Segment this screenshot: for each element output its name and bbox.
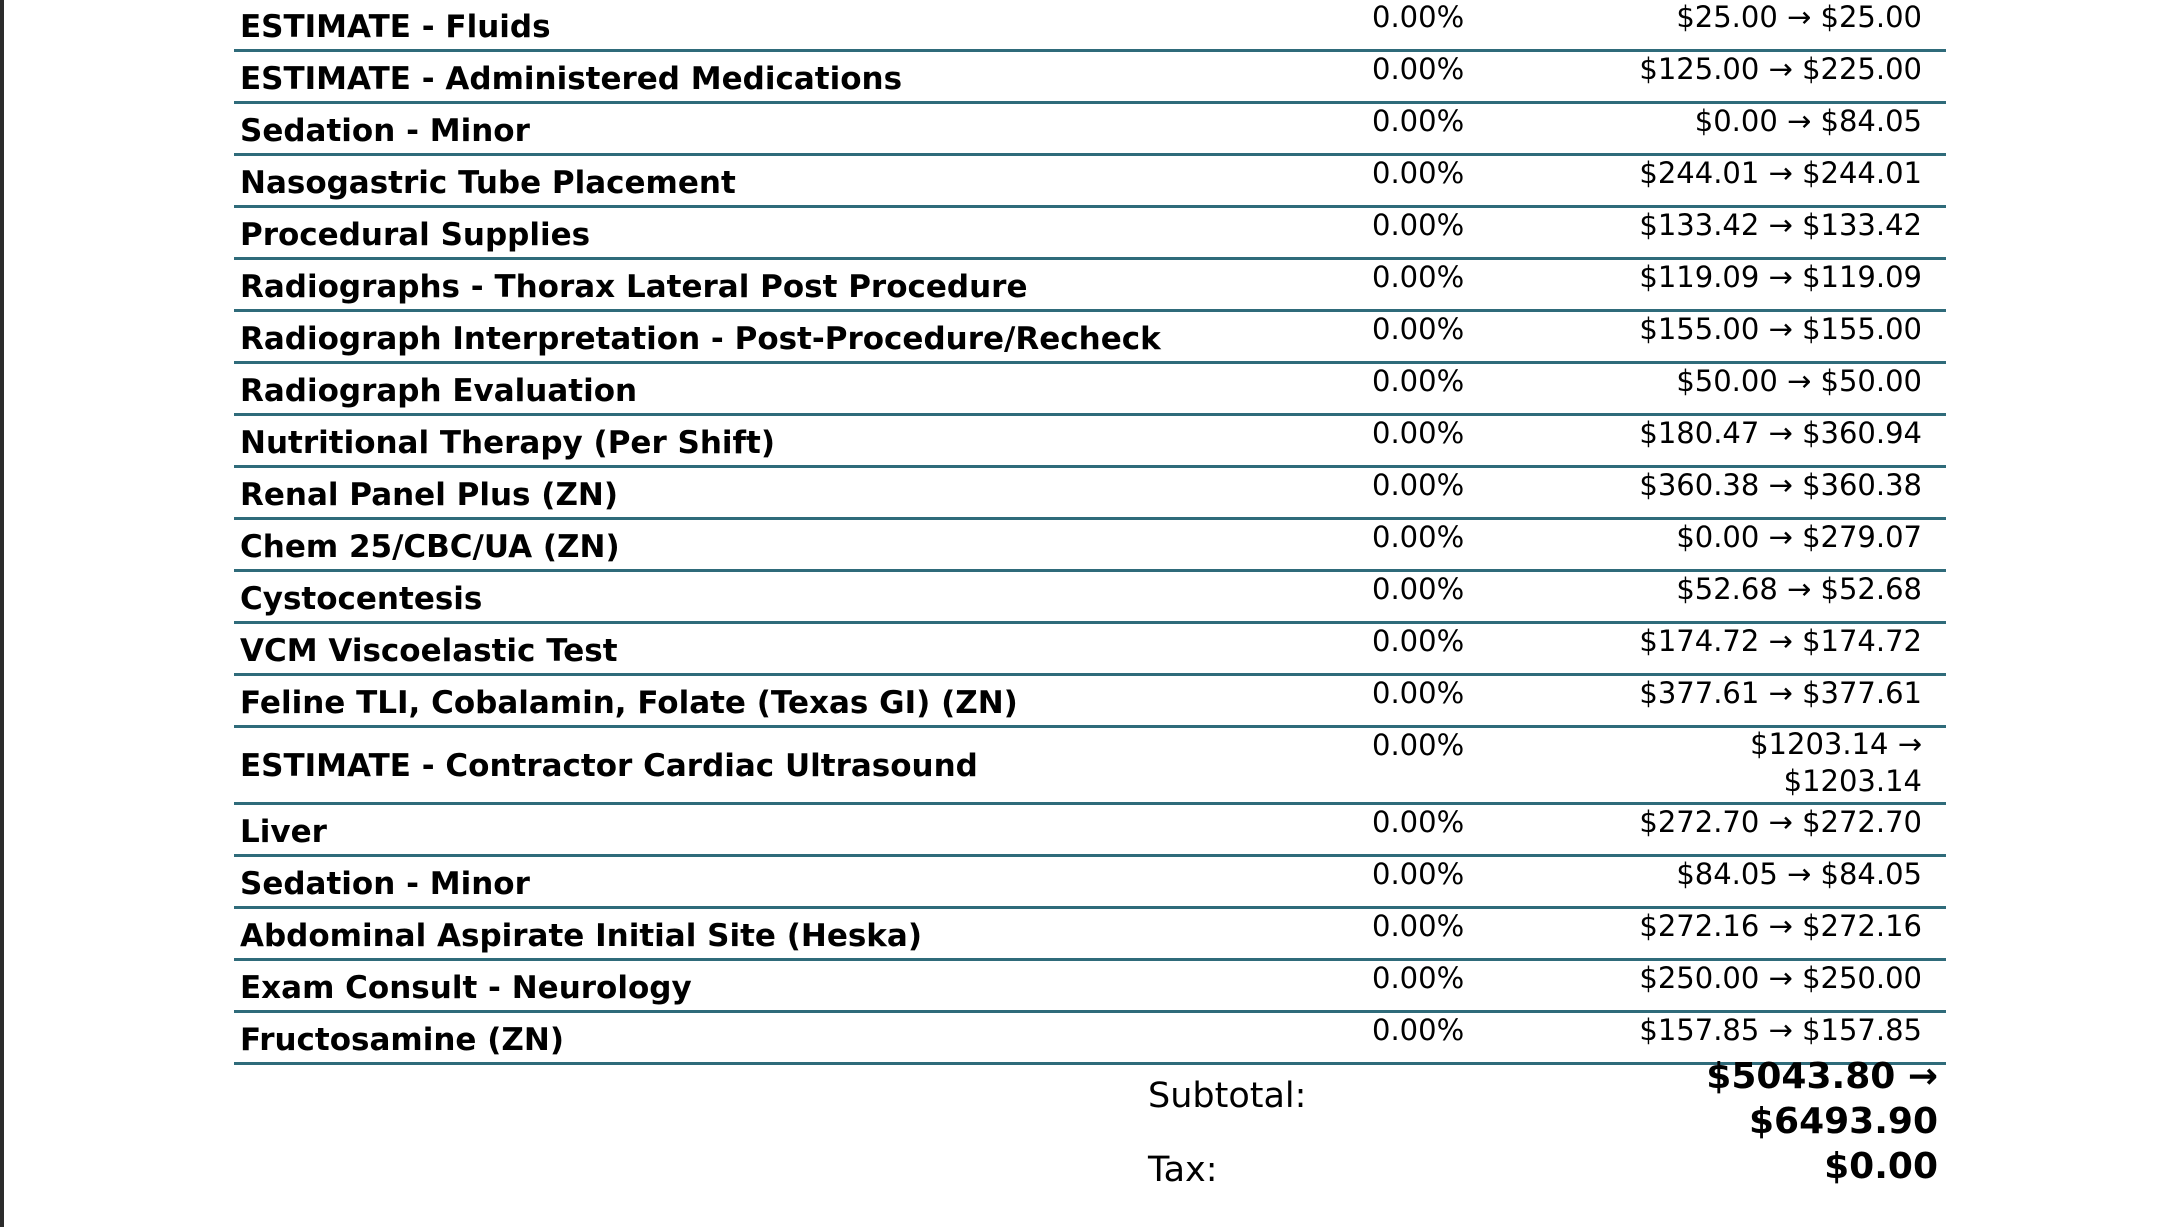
item-tax: 0.00%	[1372, 857, 1465, 891]
table-row	[234, 104, 1946, 156]
table-row	[234, 208, 1946, 260]
item-name: Radiographs - Thorax Lateral Post Procedure	[240, 269, 1028, 305]
item-price: $52.68 → $52.68	[1676, 572, 1922, 606]
item-name: Radiograph Interpretation - Post-Procedure/Recheck	[240, 321, 1161, 357]
item-price: $157.85 → $157.85	[1639, 1013, 1922, 1047]
item-name: Sedation - Minor	[240, 113, 530, 149]
table-row	[234, 416, 1946, 468]
totals-section	[1148, 1052, 1938, 1190]
item-name: Cystocentesis	[240, 581, 483, 617]
item-tax: 0.00%	[1372, 104, 1465, 138]
item-name: VCM Viscoelastic Test	[240, 633, 618, 669]
item-tax: 0.00%	[1372, 728, 1465, 762]
table-row	[234, 728, 1946, 805]
item-tax: 0.00%	[1372, 0, 1465, 34]
item-price: $0.00 → $279.07	[1676, 520, 1922, 554]
item-price: $360.38 → $360.38	[1639, 468, 1922, 502]
tax-value: $0.00	[1824, 1146, 1938, 1187]
item-tax: 0.00%	[1372, 572, 1465, 606]
item-tax: 0.00%	[1372, 468, 1465, 502]
item-tax: 0.00%	[1372, 624, 1465, 658]
table-row	[234, 909, 1946, 961]
item-name: Sedation - Minor	[240, 866, 530, 902]
subtotal-value: $5043.80 → $6493.90	[1706, 1056, 1938, 1142]
item-name: Exam Consult - Neurology	[240, 970, 692, 1006]
item-tax: 0.00%	[1372, 676, 1465, 710]
subtotal-row	[1148, 1052, 1938, 1144]
item-price: $174.72 → $174.72	[1639, 624, 1922, 658]
item-tax: 0.00%	[1372, 156, 1465, 190]
item-price: $1203.14 → $1203.14	[1750, 727, 1922, 798]
table-row	[234, 805, 1946, 857]
line-items-table	[234, 0, 1946, 1065]
item-name: Nasogastric Tube Placement	[240, 165, 736, 201]
item-price: $25.00 → $25.00	[1676, 0, 1922, 34]
item-price: $377.61 → $377.61	[1639, 676, 1922, 710]
item-price: $155.00 → $155.00	[1639, 312, 1922, 346]
table-row	[234, 0, 1946, 52]
item-tax: 0.00%	[1372, 961, 1465, 995]
item-name: Liver	[240, 814, 327, 850]
item-tax: 0.00%	[1372, 260, 1465, 294]
item-price: $180.47 → $360.94	[1639, 416, 1922, 450]
item-name: Radiograph Evaluation	[240, 373, 638, 409]
table-row	[234, 961, 1946, 1013]
table-row	[234, 676, 1946, 728]
table-row	[234, 468, 1946, 520]
item-tax: 0.00%	[1372, 805, 1465, 839]
item-name: Nutritional Therapy (Per Shift)	[240, 425, 776, 461]
table-row	[234, 52, 1946, 104]
item-tax: 0.00%	[1372, 312, 1465, 346]
subtotal-label: Subtotal:	[1148, 1076, 1307, 1116]
item-tax: 0.00%	[1372, 909, 1465, 943]
table-row	[234, 260, 1946, 312]
item-price: $272.16 → $272.16	[1639, 909, 1922, 943]
left-window-edge	[0, 0, 4, 1227]
item-name: Fructosamine (ZN)	[240, 1022, 564, 1058]
table-row	[234, 156, 1946, 208]
item-price: $125.00 → $225.00	[1639, 52, 1922, 86]
item-name: ESTIMATE - Fluids	[240, 9, 551, 45]
item-tax: 0.00%	[1372, 1013, 1465, 1047]
item-tax: 0.00%	[1372, 520, 1465, 554]
item-tax: 0.00%	[1372, 52, 1465, 86]
item-price: $133.42 → $133.42	[1639, 208, 1922, 242]
item-name: Abdominal Aspirate Initial Site (Heska)	[240, 918, 922, 954]
table-row	[234, 312, 1946, 364]
item-price: $50.00 → $50.00	[1676, 364, 1922, 398]
item-name: ESTIMATE - Contractor Cardiac Ultrasound	[240, 748, 978, 784]
item-name: ESTIMATE - Administered Medications	[240, 61, 903, 97]
item-price: $119.09 → $119.09	[1639, 260, 1922, 294]
tax-label: Tax:	[1148, 1150, 1218, 1190]
table-row	[234, 364, 1946, 416]
item-name: Procedural Supplies	[240, 217, 591, 253]
item-price: $272.70 → $272.70	[1639, 805, 1922, 839]
item-price: $244.01 → $244.01	[1639, 156, 1922, 190]
table-row	[234, 572, 1946, 624]
item-name: Renal Panel Plus (ZN)	[240, 477, 619, 513]
table-row	[234, 857, 1946, 909]
item-price: $84.05 → $84.05	[1676, 857, 1922, 891]
item-tax: 0.00%	[1372, 416, 1465, 450]
item-price: $250.00 → $250.00	[1639, 961, 1922, 995]
item-tax: 0.00%	[1372, 364, 1465, 398]
item-tax: 0.00%	[1372, 208, 1465, 242]
item-name: Feline TLI, Cobalamin, Folate (Texas GI) (ZN)	[240, 685, 1018, 721]
table-row	[234, 520, 1946, 572]
table-row	[234, 624, 1946, 676]
item-name: Chem 25/CBC/UA (ZN)	[240, 529, 620, 565]
item-price: $0.00 → $84.05	[1694, 104, 1922, 138]
